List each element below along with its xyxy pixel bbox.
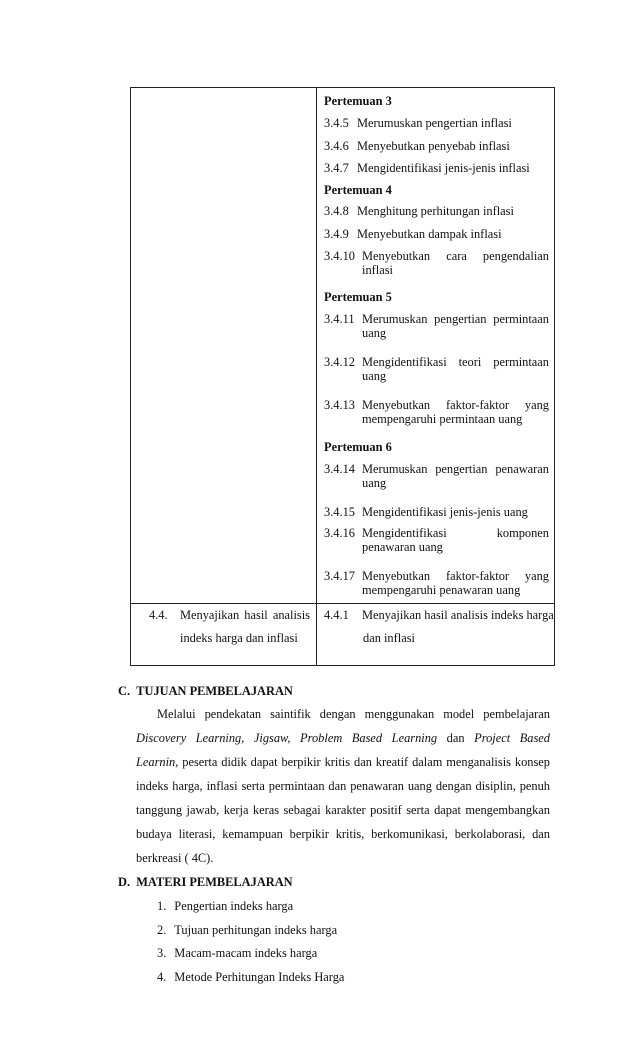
list-item-text: Tujuan perhitungan indeks harga bbox=[174, 923, 338, 937]
section-c-and: dan bbox=[437, 731, 475, 745]
indicator-code: 3.4.13 bbox=[324, 398, 355, 412]
indicator-code: 3.4.6 bbox=[324, 139, 349, 153]
table-border-bottom bbox=[130, 665, 555, 666]
indicator-text-cont: penawaran uang bbox=[362, 540, 443, 554]
indicator-text: Menghitung perhitungan inflasi bbox=[357, 204, 514, 218]
list-item-number: 2. bbox=[157, 923, 167, 937]
indicator-text: Menyebutkan faktor-faktor yang bbox=[362, 398, 549, 412]
list-item-number: 1. bbox=[157, 899, 167, 913]
table-border-middle bbox=[316, 87, 317, 666]
indicator-text: Menyebutkan dampak inflasi bbox=[357, 227, 502, 241]
list-item-text: Macam-macam indeks harga bbox=[174, 946, 318, 960]
list-item-text: Metode Perhitungan Indeks Harga bbox=[174, 970, 345, 984]
table-border-right bbox=[554, 87, 555, 666]
indicator-text: Menyajikan hasil analisis indeks harga bbox=[362, 608, 554, 622]
indicator-text: Merumuskan pengertian inflasi bbox=[357, 116, 512, 130]
table-border-top bbox=[130, 87, 554, 88]
list-item-number: 4. bbox=[157, 970, 167, 984]
indicator-text: Menyebutkan cara pengendalian bbox=[362, 249, 549, 263]
meeting-heading: Pertemuan 4 bbox=[324, 183, 392, 197]
indicator-code: 4.4.1 bbox=[324, 608, 349, 622]
indicator-code: 3.4.7 bbox=[324, 161, 349, 175]
section-c-model-cont: Learnin bbox=[136, 755, 176, 769]
list-item-number: 3. bbox=[157, 946, 167, 960]
section-c-line-2 bbox=[136, 732, 550, 744]
section-c-line-1: Melalui pendekatan saintifik dengan menggunakan model pembelajaran bbox=[157, 707, 550, 721]
indicator-text: Menyebutkan penyebab inflasi bbox=[357, 139, 510, 153]
section-c-line-5: tanggung jawab, kerja keras sebagai karakter positif serta dapat mengembangkan bbox=[136, 803, 550, 817]
competency-text-cont: indeks harga dan inflasi bbox=[180, 631, 298, 645]
section-c-model-pjbl: Project Based bbox=[474, 731, 550, 745]
section-c-line-3 bbox=[136, 756, 550, 768]
indicator-code: 3.4.9 bbox=[324, 227, 349, 241]
indicator-code: 3.4.10 bbox=[324, 249, 355, 263]
table-row-divider bbox=[130, 603, 554, 604]
indicator-text: Mengidentifikasi teori permintaan bbox=[362, 355, 549, 369]
list-item bbox=[157, 947, 317, 959]
indicator-code: 3.4.16 bbox=[324, 526, 355, 540]
section-c-line-4: indeks harga, inflasi serta permintaan dan penawaran uang dengan disiplin, penuh bbox=[136, 779, 550, 793]
indicator-code: 3.4.8 bbox=[324, 204, 349, 218]
indicator-text: Mengidentifikasi jenis-jenis inflasi bbox=[357, 161, 530, 175]
section-c-heading: C. TUJUAN PEMBELAJARAN bbox=[118, 684, 293, 698]
section-c-line-3-rest: , peserta didik dapat berpikir kritis dan kreatif dalam menganalisis konsep bbox=[175, 755, 550, 769]
table-border-left bbox=[130, 87, 131, 666]
list-item bbox=[157, 971, 344, 983]
meeting-heading: Pertemuan 5 bbox=[324, 290, 392, 304]
indicator-text: Merumuskan pengertian penawaran bbox=[362, 462, 549, 476]
list-item bbox=[157, 900, 293, 912]
indicator-text-cont: uang bbox=[362, 326, 387, 340]
section-c-line-6: budaya literasi, kemampuan berpikir kritis, berkomunikasi, berkolaborasi, dan bbox=[136, 827, 550, 841]
competency-text: Menyajikan hasil analisis bbox=[180, 608, 310, 622]
indicator-code: 3.4.11 bbox=[324, 312, 355, 326]
meeting-heading: Pertemuan 3 bbox=[324, 94, 392, 108]
section-c-models: Discovery Learning, Jigsaw, Problem Based Learning bbox=[136, 731, 438, 745]
list-item bbox=[157, 924, 337, 936]
meeting-heading: Pertemuan 6 bbox=[324, 440, 392, 454]
competency-code: 4.4. bbox=[149, 608, 168, 622]
indicator-text: Menyebutkan faktor-faktor yang bbox=[362, 569, 549, 583]
list-item-text: Pengertian indeks harga bbox=[174, 899, 294, 913]
indicator-code: 3.4.14 bbox=[324, 462, 355, 476]
indicator-code: 3.4.12 bbox=[324, 355, 355, 369]
indicator-text-cont: uang bbox=[362, 476, 387, 490]
indicator-text: Merumuskan pengertian permintaan bbox=[362, 312, 549, 326]
indicator-text: Mengidentifikasi komponen bbox=[362, 526, 549, 540]
section-d-heading: D. MATERI PEMBELAJARAN bbox=[118, 875, 293, 889]
indicator-text-cont: mempengaruhi permintaan uang bbox=[362, 412, 523, 426]
indicator-text-cont: mempengaruhi penawaran uang bbox=[362, 583, 521, 597]
indicator-text-cont: dan inflasi bbox=[363, 631, 415, 645]
indicator-code: 3.4.15 bbox=[324, 505, 355, 519]
indicator-code: 3.4.17 bbox=[324, 569, 355, 583]
indicator-text: Mengidentifikasi jenis-jenis uang bbox=[362, 505, 528, 519]
indicator-text-cont: inflasi bbox=[362, 263, 393, 277]
indicator-text-cont: uang bbox=[362, 369, 387, 383]
section-c-line-7: berkreasi ( 4C). bbox=[136, 851, 214, 865]
indicator-code: 3.4.5 bbox=[324, 116, 349, 130]
